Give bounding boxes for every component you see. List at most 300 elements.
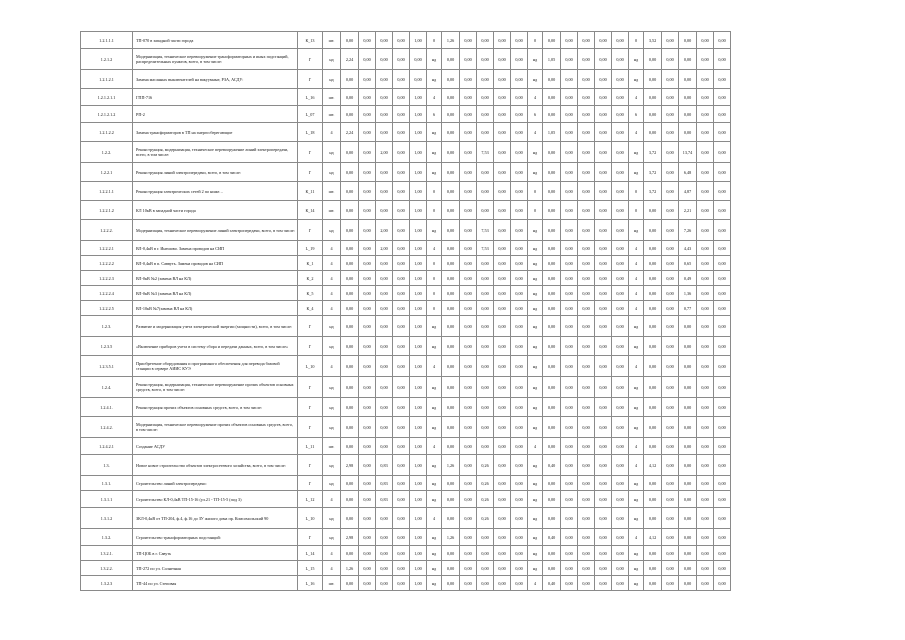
value-cell: 0,00 bbox=[359, 576, 376, 591]
row-id-cell: L_14 bbox=[298, 546, 323, 561]
value-cell: 0,00 bbox=[511, 508, 528, 529]
value-cell: 0,00 bbox=[543, 241, 561, 256]
value-cell: 0,00 bbox=[460, 286, 477, 301]
value-cell: 0,00 bbox=[662, 70, 679, 89]
value-cell: 0,00 bbox=[442, 163, 460, 182]
row-unit-cell: шт. bbox=[323, 89, 341, 106]
value-cell: 0,00 bbox=[561, 220, 578, 241]
value-cell: 0,00 bbox=[543, 438, 561, 455]
value-cell: 0,00 bbox=[359, 508, 376, 529]
value-cell: 0,00 bbox=[697, 491, 714, 508]
value-cell: нд bbox=[528, 256, 543, 271]
value-cell: 0,00 bbox=[511, 576, 528, 591]
value-cell: 0,00 bbox=[511, 286, 528, 301]
value-cell: 3,52 bbox=[644, 32, 662, 49]
row-id-cell: Г bbox=[298, 220, 323, 241]
row-unit-cell: нд bbox=[323, 70, 341, 89]
value-cell: 0,00 bbox=[662, 241, 679, 256]
row-name-cell: Новое новое строительство объектов электросетевого хозяйства, всего, в том числе: bbox=[133, 455, 298, 476]
value-cell: 0 bbox=[528, 32, 543, 49]
value-cell: 0,00 bbox=[697, 89, 714, 106]
value-cell: 0,00 bbox=[393, 417, 410, 438]
value-cell: 0,00 bbox=[376, 417, 393, 438]
value-cell: 0,49 bbox=[679, 271, 697, 286]
value-cell: 0,00 bbox=[561, 49, 578, 70]
value-cell: 0,00 bbox=[697, 256, 714, 271]
value-cell: 0,00 bbox=[662, 316, 679, 337]
value-cell: 0,00 bbox=[612, 417, 629, 438]
value-cell: 0,00 bbox=[644, 123, 662, 142]
value-cell: 0,00 bbox=[612, 491, 629, 508]
table-row bbox=[81, 49, 731, 70]
value-cell: 1,00 bbox=[410, 377, 427, 398]
row-name-cell: Развитие и модернизация учета электрической энергии (мощности), всего, в том числе: bbox=[133, 316, 298, 337]
row-unit-cell: 4 bbox=[323, 241, 341, 256]
table-row bbox=[81, 455, 731, 476]
value-cell: 0,00 bbox=[612, 142, 629, 163]
value-cell: 0,00 bbox=[561, 32, 578, 49]
value-cell: 0,00 bbox=[644, 89, 662, 106]
value-cell: 0,00 bbox=[595, 142, 612, 163]
value-cell: 0,00 bbox=[543, 546, 561, 561]
value-cell: 0,00 bbox=[376, 438, 393, 455]
value-cell: 0,00 bbox=[578, 123, 595, 142]
row-id-cell: Г bbox=[298, 142, 323, 163]
value-cell: нд bbox=[629, 163, 644, 182]
value-cell: 0,00 bbox=[494, 201, 511, 220]
value-cell: 0,00 bbox=[341, 220, 359, 241]
row-id-cell: L_11 bbox=[298, 438, 323, 455]
table-row bbox=[81, 182, 731, 201]
value-cell: 0,00 bbox=[644, 337, 662, 356]
table-row bbox=[81, 286, 731, 301]
value-cell: 0,00 bbox=[679, 70, 697, 89]
value-cell: 0,00 bbox=[578, 70, 595, 89]
value-cell: 0,00 bbox=[341, 438, 359, 455]
value-cell: 1,00 bbox=[410, 241, 427, 256]
value-cell: 0,00 bbox=[460, 576, 477, 591]
value-cell: 4 bbox=[629, 455, 644, 476]
value-cell: 0,00 bbox=[341, 417, 359, 438]
value-cell: 0,00 bbox=[644, 356, 662, 377]
value-cell: нд bbox=[427, 220, 442, 241]
row-name-cell: Создание АСДУ bbox=[133, 438, 298, 455]
value-cell: 0,00 bbox=[578, 49, 595, 70]
value-cell: 0,00 bbox=[644, 201, 662, 220]
row-name-cell: Реконструкция, модернизация, техническое перевооружение линий электропередачи, всего, в том числе: bbox=[133, 142, 298, 163]
value-cell: 0,00 bbox=[595, 163, 612, 182]
value-cell: 1,00 bbox=[410, 356, 427, 377]
value-cell: 0,00 bbox=[393, 455, 410, 476]
value-cell: 0,00 bbox=[679, 561, 697, 576]
value-cell: 0,00 bbox=[359, 106, 376, 123]
value-cell: 0,00 bbox=[578, 220, 595, 241]
value-cell: 0,00 bbox=[359, 455, 376, 476]
value-cell: 0,00 bbox=[543, 286, 561, 301]
row-unit-cell: нд bbox=[323, 377, 341, 398]
row-unit-cell: шт. bbox=[323, 106, 341, 123]
row-id-cell: К_4 bbox=[298, 301, 323, 316]
value-cell: 0,00 bbox=[511, 106, 528, 123]
value-cell: 0,00 bbox=[460, 32, 477, 49]
value-cell: 0,00 bbox=[714, 455, 731, 476]
value-cell: 0,00 bbox=[341, 106, 359, 123]
value-cell: 0,00 bbox=[460, 561, 477, 576]
value-cell: 13,74 bbox=[679, 142, 697, 163]
value-cell: 0 bbox=[629, 201, 644, 220]
value-cell: 0,00 bbox=[494, 123, 511, 142]
value-cell: 0,00 bbox=[697, 32, 714, 49]
value-cell: 0,00 bbox=[714, 106, 731, 123]
value-cell: 0,00 bbox=[595, 49, 612, 70]
value-cell: 0,00 bbox=[393, 337, 410, 356]
value-cell: 0,00 bbox=[442, 241, 460, 256]
value-cell: 0,00 bbox=[359, 182, 376, 201]
value-cell: 0,65 bbox=[679, 256, 697, 271]
value-cell: 0,00 bbox=[543, 561, 561, 576]
table-row bbox=[81, 163, 731, 182]
row-code-cell: 1.2.4.2.1 bbox=[81, 438, 133, 455]
value-cell: 0,00 bbox=[376, 201, 393, 220]
value-cell: 4 bbox=[427, 356, 442, 377]
row-id-cell: Г bbox=[298, 398, 323, 417]
value-cell: 7,53 bbox=[477, 142, 494, 163]
row-id-cell: L_16 bbox=[298, 576, 323, 591]
value-cell: 0,00 bbox=[393, 70, 410, 89]
value-cell: 0,00 bbox=[460, 182, 477, 201]
value-cell: 0,00 bbox=[714, 163, 731, 182]
value-cell: 0,00 bbox=[662, 271, 679, 286]
value-cell: 0,00 bbox=[494, 256, 511, 271]
value-cell: 0,00 bbox=[494, 220, 511, 241]
value-cell: 0,00 bbox=[561, 576, 578, 591]
value-cell: 1,00 bbox=[410, 271, 427, 286]
value-cell: 0,00 bbox=[679, 89, 697, 106]
value-cell: 4 bbox=[629, 256, 644, 271]
value-cell: нд bbox=[528, 286, 543, 301]
value-cell: 6,48 bbox=[679, 163, 697, 182]
value-cell: нд bbox=[427, 417, 442, 438]
row-unit-cell: нд bbox=[323, 476, 341, 491]
value-cell: 0,00 bbox=[442, 286, 460, 301]
row-unit-cell: 4 bbox=[323, 561, 341, 576]
row-unit-cell: шт. bbox=[323, 576, 341, 591]
value-cell: 0,00 bbox=[393, 142, 410, 163]
value-cell: 0,00 bbox=[494, 301, 511, 316]
value-cell: нд bbox=[629, 220, 644, 241]
value-cell: 4 bbox=[629, 271, 644, 286]
value-cell: 0,00 bbox=[644, 301, 662, 316]
table-row bbox=[81, 491, 731, 508]
value-cell: нд bbox=[629, 508, 644, 529]
value-cell: 0,00 bbox=[511, 529, 528, 546]
value-cell: 0,00 bbox=[393, 256, 410, 271]
row-code-cell: 1.3.1.1 bbox=[81, 491, 133, 508]
value-cell: 0,00 bbox=[341, 271, 359, 286]
value-cell: 0,00 bbox=[442, 417, 460, 438]
value-cell: 0,00 bbox=[662, 476, 679, 491]
value-cell: 0,00 bbox=[714, 123, 731, 142]
value-cell: 0,00 bbox=[561, 301, 578, 316]
value-cell: нд bbox=[528, 356, 543, 377]
value-cell: нд bbox=[629, 491, 644, 508]
value-cell: 0,00 bbox=[595, 438, 612, 455]
value-cell: 0,40 bbox=[543, 529, 561, 546]
value-cell: 0,00 bbox=[359, 377, 376, 398]
table-row bbox=[81, 529, 731, 546]
value-cell: 0,00 bbox=[543, 182, 561, 201]
row-name-cell: Реконструкция, модернизация, техническое перевооружение прочих объектов основных средств, всего, в том числе: bbox=[133, 377, 298, 398]
value-cell: 1,00 bbox=[410, 32, 427, 49]
value-cell: 1,00 bbox=[410, 476, 427, 491]
value-cell: 0,00 bbox=[595, 561, 612, 576]
value-cell: 0,00 bbox=[477, 337, 494, 356]
value-cell: 0,00 bbox=[612, 182, 629, 201]
value-cell: 0,00 bbox=[714, 398, 731, 417]
value-cell: 0,00 bbox=[494, 576, 511, 591]
value-cell: 0,00 bbox=[561, 508, 578, 529]
value-cell: 0,00 bbox=[359, 491, 376, 508]
value-cell: 0,00 bbox=[595, 337, 612, 356]
row-code-cell: 1.2.3.5 bbox=[81, 337, 133, 356]
value-cell: 1,00 bbox=[410, 106, 427, 123]
value-cell: 1,26 bbox=[341, 561, 359, 576]
value-cell: 1,26 bbox=[442, 529, 460, 546]
value-cell: 0,00 bbox=[644, 271, 662, 286]
value-cell: 0,00 bbox=[511, 417, 528, 438]
row-unit-cell: 4 bbox=[323, 271, 341, 286]
value-cell: 0,00 bbox=[697, 337, 714, 356]
value-cell: 4 bbox=[427, 89, 442, 106]
value-cell: 0,00 bbox=[595, 491, 612, 508]
value-cell: 0,00 bbox=[697, 546, 714, 561]
value-cell: 1,00 bbox=[410, 201, 427, 220]
row-name-cell: Реконструкция прочих объектов основных средств, всего, в том числе: bbox=[133, 398, 298, 417]
table-row bbox=[81, 241, 731, 256]
row-id-cell: Г bbox=[298, 337, 323, 356]
value-cell: 0,00 bbox=[359, 163, 376, 182]
value-cell: 0,00 bbox=[697, 70, 714, 89]
value-cell: 0,00 bbox=[612, 32, 629, 49]
row-unit-cell: нд bbox=[323, 508, 341, 529]
value-cell: 0,00 bbox=[410, 70, 427, 89]
value-cell: 0,00 bbox=[679, 546, 697, 561]
value-cell: нд bbox=[427, 142, 442, 163]
value-cell: 0,00 bbox=[662, 106, 679, 123]
value-cell: 0,00 bbox=[612, 337, 629, 356]
row-name-cell: КЛ 10кВ в западной части города bbox=[133, 201, 298, 220]
value-cell: 0,00 bbox=[511, 356, 528, 377]
value-cell: 0,00 bbox=[662, 163, 679, 182]
value-cell: нд bbox=[528, 142, 543, 163]
value-cell: 0,00 bbox=[578, 241, 595, 256]
value-cell: 0,00 bbox=[460, 356, 477, 377]
value-cell: 0,00 bbox=[578, 377, 595, 398]
value-cell: 0,00 bbox=[376, 163, 393, 182]
value-cell: 0,00 bbox=[477, 561, 494, 576]
value-cell: 1,00 bbox=[410, 491, 427, 508]
value-cell: 0,00 bbox=[578, 142, 595, 163]
value-cell: 0,00 bbox=[714, 32, 731, 49]
value-cell: 0,00 bbox=[494, 106, 511, 123]
value-cell: нд bbox=[528, 271, 543, 286]
row-name-cell: ВЛ-0,4кВ в г. Инешово. Замена проводов на СИП bbox=[133, 241, 298, 256]
value-cell: 0,00 bbox=[494, 49, 511, 70]
value-cell: 1,00 bbox=[410, 398, 427, 417]
value-cell: 0,00 bbox=[511, 271, 528, 286]
value-cell: 3,72 bbox=[644, 142, 662, 163]
value-cell: 0,00 bbox=[460, 49, 477, 70]
row-code-cell: 1.2.4.1. bbox=[81, 398, 133, 417]
row-unit-cell: нд bbox=[323, 163, 341, 182]
value-cell: 4 bbox=[528, 576, 543, 591]
value-cell: 0,00 bbox=[494, 271, 511, 286]
row-id-cell: Г bbox=[298, 49, 323, 70]
value-cell: 1,00 bbox=[410, 316, 427, 337]
row-unit-cell: нд bbox=[323, 417, 341, 438]
value-cell: 0,00 bbox=[393, 89, 410, 106]
value-cell: 0,00 bbox=[578, 163, 595, 182]
value-cell: 0,00 bbox=[561, 417, 578, 438]
value-cell: 0,00 bbox=[595, 271, 612, 286]
row-code-cell: 1.2.1.2.1.1 bbox=[81, 89, 133, 106]
row-id-cell: Г bbox=[298, 455, 323, 476]
value-cell: 0,00 bbox=[393, 529, 410, 546]
value-cell: 0,00 bbox=[679, 529, 697, 546]
value-cell: 0,00 bbox=[612, 561, 629, 576]
value-cell: 1,26 bbox=[442, 32, 460, 49]
value-cell: 0,00 bbox=[612, 256, 629, 271]
value-cell: 0,00 bbox=[511, 491, 528, 508]
value-cell: нд bbox=[427, 123, 442, 142]
value-cell: 0,00 bbox=[595, 529, 612, 546]
value-cell: 0,00 bbox=[644, 70, 662, 89]
value-cell: 0,00 bbox=[442, 337, 460, 356]
value-cell: 0,00 bbox=[679, 576, 697, 591]
value-cell: 0,00 bbox=[341, 377, 359, 398]
value-cell: 0,00 bbox=[595, 201, 612, 220]
value-cell: 0,00 bbox=[662, 576, 679, 591]
row-id-cell: L_12 bbox=[298, 491, 323, 508]
value-cell: 0,00 bbox=[359, 256, 376, 271]
value-cell: 0,00 bbox=[662, 561, 679, 576]
value-cell: 0,00 bbox=[477, 356, 494, 377]
value-cell: 0 bbox=[629, 182, 644, 201]
value-cell: нд bbox=[528, 316, 543, 337]
table-row bbox=[81, 476, 731, 491]
value-cell: 4 bbox=[629, 529, 644, 546]
value-cell: 0,00 bbox=[543, 70, 561, 89]
value-cell: 0,00 bbox=[714, 438, 731, 455]
value-cell: 0,00 bbox=[460, 163, 477, 182]
value-cell: 0,00 bbox=[494, 89, 511, 106]
value-cell: 0,00 bbox=[644, 241, 662, 256]
value-cell: нд bbox=[629, 576, 644, 591]
value-cell: 0,00 bbox=[511, 241, 528, 256]
row-unit-cell: 4 bbox=[323, 256, 341, 271]
value-cell: 0,00 bbox=[697, 377, 714, 398]
value-cell: нд bbox=[629, 476, 644, 491]
value-cell: 0,00 bbox=[359, 438, 376, 455]
value-cell: 0,00 bbox=[477, 546, 494, 561]
value-cell: 0,00 bbox=[477, 182, 494, 201]
row-name-cell: ВЛ-0,4кВ в п. Саввуть. Замена проводов на СИП bbox=[133, 256, 298, 271]
value-cell: 0,00 bbox=[662, 337, 679, 356]
value-cell: 0,00 bbox=[393, 241, 410, 256]
value-cell: 0,00 bbox=[561, 201, 578, 220]
value-cell: 0,00 bbox=[679, 438, 697, 455]
value-cell: 0,00 bbox=[662, 89, 679, 106]
value-cell: 0,00 bbox=[376, 356, 393, 377]
value-cell: 0,00 bbox=[393, 271, 410, 286]
row-name-cell: ТП-272 по ул. Солнечная bbox=[133, 561, 298, 576]
value-cell: 0,00 bbox=[511, 455, 528, 476]
value-cell: 0,00 bbox=[494, 163, 511, 182]
value-cell: 0,00 bbox=[644, 286, 662, 301]
value-cell: 0,00 bbox=[697, 286, 714, 301]
value-cell: 0,00 bbox=[662, 256, 679, 271]
row-unit-cell: нд bbox=[323, 337, 341, 356]
value-cell: 0,00 bbox=[460, 377, 477, 398]
table-row bbox=[81, 356, 731, 377]
value-cell: 0,00 bbox=[359, 476, 376, 491]
value-cell: 1,00 bbox=[410, 546, 427, 561]
value-cell: 0,00 bbox=[341, 182, 359, 201]
value-cell: 0,00 bbox=[578, 398, 595, 417]
value-cell: 0,00 bbox=[442, 220, 460, 241]
value-cell: 0,00 bbox=[477, 256, 494, 271]
value-cell: 0,00 bbox=[494, 241, 511, 256]
value-cell: 0,00 bbox=[595, 32, 612, 49]
value-cell: 0,00 bbox=[561, 455, 578, 476]
value-cell: 4 bbox=[528, 438, 543, 455]
row-unit-cell: нд bbox=[323, 316, 341, 337]
value-cell: 0,00 bbox=[442, 398, 460, 417]
value-cell: 0,00 bbox=[662, 455, 679, 476]
value-cell: 0,00 bbox=[460, 546, 477, 561]
value-cell: 0,00 bbox=[359, 220, 376, 241]
value-cell: 0,00 bbox=[477, 123, 494, 142]
value-cell: 0,00 bbox=[612, 201, 629, 220]
value-cell: 0,00 bbox=[561, 546, 578, 561]
value-cell: 0,00 bbox=[714, 508, 731, 529]
value-cell: 0,00 bbox=[578, 201, 595, 220]
value-cell: 0,00 bbox=[543, 220, 561, 241]
value-cell: 0,00 bbox=[578, 476, 595, 491]
value-cell: 0,00 bbox=[442, 576, 460, 591]
value-cell: 0,00 bbox=[612, 301, 629, 316]
value-cell: 0,00 bbox=[460, 491, 477, 508]
value-cell: 0,00 bbox=[460, 476, 477, 491]
value-cell: 0,00 bbox=[511, 123, 528, 142]
value-cell: 1,26 bbox=[442, 455, 460, 476]
value-cell: 4 bbox=[629, 438, 644, 455]
value-cell: 0,00 bbox=[494, 546, 511, 561]
value-cell: 0,00 bbox=[662, 417, 679, 438]
value-cell: 0,00 bbox=[442, 70, 460, 89]
row-id-cell: Г bbox=[298, 163, 323, 182]
value-cell: нд bbox=[427, 491, 442, 508]
value-cell: 0,00 bbox=[460, 70, 477, 89]
value-cell: 0,00 bbox=[714, 356, 731, 377]
value-cell: 0,00 bbox=[543, 256, 561, 271]
value-cell: 7,53 bbox=[477, 241, 494, 256]
value-cell: 0,00 bbox=[578, 546, 595, 561]
row-name-cell: Приобретение оборудования и программного обеспечения для перевода базовой станции в сервере АИИС КУЭ bbox=[133, 356, 298, 377]
value-cell: 0,00 bbox=[644, 49, 662, 70]
row-name-cell: Реконструкция электрических сетей 2 по ниже… bbox=[133, 182, 298, 201]
value-cell: 0,26 bbox=[477, 491, 494, 508]
